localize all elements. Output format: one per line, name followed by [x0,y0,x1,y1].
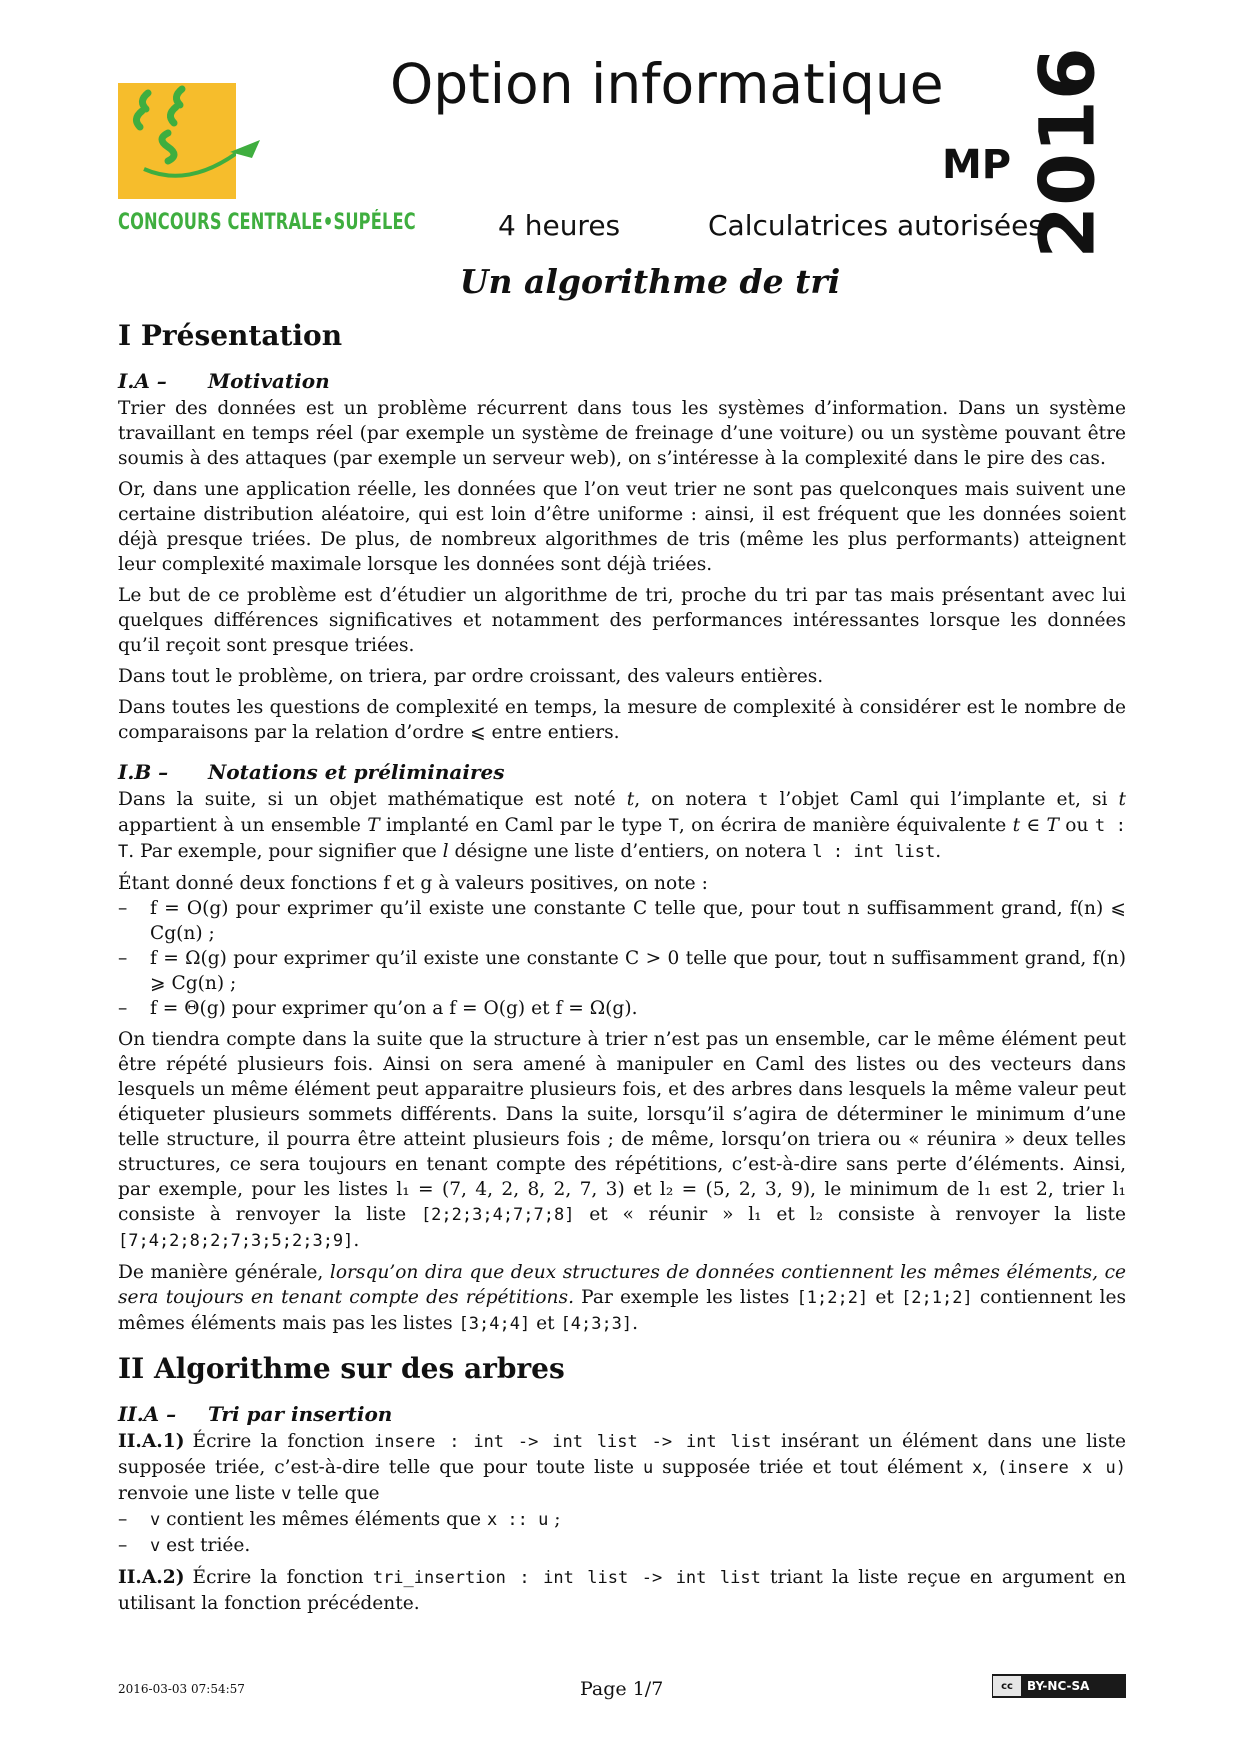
paragraph: Or, dans une application réelle, les données que l’on veut trier ne sont pas quelconques mais suivent une certaine distribution aléatoire, qui est loin d’être uniforme : ainsi, il est fréquent que les données soient déjà presque triées. De plus, de nombreux algorithmes de tris (même les plus performants) atteignent leur complexité maximale lorsque les données sont déjà triées. [118,479,1126,575]
question: II.A.1) Écrire la fonction insere : int -> int list -> int list insérant un élément dans une liste supposée triée, c’est-à-dire telle que pour toute liste u supposée triée et tout élément x, (insere x u) renvoie une liste v telle que [118,1431,1126,1504]
logo-square [118,83,236,199]
condition-list [118,1507,1126,1559]
paragraph: De manière générale, lorsqu’on dira que deux structures de données contiennent les mêmes éléments, ce sera toujours en tenant compte des répétitions. Par exemple les listes [1;2;2] et [2;1;2] contiennent les mêmes éléments mais pas les listes [3;4;4] et [4;3;3]. [118,1262,1127,1334]
list-item: – v contient les mêmes éléments que x :: u ; [118,1507,1126,1533]
paragraph: Le but de ce problème est d’étudier un algorithme de tri, proche du tri par tas mais présentant avec lui quelques différences significatives et notamment des performances intéressantes lorsque les données qu’il reçoit sont presque triées. [118,585,1126,656]
list-item: – f = O(g) pour exprimer qu’il existe une constante C telle que, pour tout n suffisamment grand, f(n) ⩽ Cg(n) ; [118,896,1126,946]
exam-title: Option informatique [390,52,944,116]
paragraph: Étant donné deux fonctions f et g à valeurs positives, on note : [118,873,708,894]
section-heading: I Présentation [118,319,343,352]
footer-timestamp: 2016-03-03 07:54:57 [118,1682,245,1696]
subsection-heading: I.A – Motivation [118,369,330,393]
subsection-heading: I.B – Notations et préliminaires [118,760,505,784]
definition-list [118,896,1126,1021]
question: II.A.2) Écrire la fonction tri_insertion : int list -> int list triant la liste reçue en argument en utilisant la fonction précédente. [118,1567,1126,1614]
logo-text: CONCOURS CENTRALE•SUPÉLEC [118,210,416,235]
paragraph: Trier des données est un problème récurrent dans tous les systèmes d’information. Dans un système travaillant en temps réel (par exemple un système de freinage d’une voiture) ou un système pouvant être soumis à des attaques (par exemple un serveur web), on s’intéresse à la complexité dans le pire des cas. [118,398,1126,469]
paragraph: On tiendra compte dans la suite que la structure à trier n’est pas un ensemble, car le même élément peut être répété plusieurs fois. Ainsi on sera amené à manipuler en Caml des listes ou des vecteurs dans lesquels un même élément peut apparaitre plusieurs fois, et des arbres dans lesquels la même valeur peut étiqueter plusieurs sommets différents. Dans la suite, lorsqu’il s’agira de déterminer le minimum d’une telle structure, il pourra être atteint plusieurs fois ; de même, lorsqu’on triera ou « réunira » deux telles structures, ce sera toujours en tenant compte des répétitions, c’est-à-dire sans perte d’éléments. Ainsi, par exemple, pour les listes l₁ = (7, 4, 2, 8, 2, 7, 3) et l₂ = (5, 2, 3, 9), le minimum de l₁ est 2, trier l₁ consiste à renvoyer la liste [2;2;3;4;7;7;8] et « réunir » l₁ et l₂ consiste à renvoyer la liste [7;4;2;8;2;7;3;5;2;3;9]. [118,1029,1126,1251]
license-label: BY-NC-SA [1027,1679,1090,1693]
logo-glyphs [118,83,236,199]
list-item: – f = Θ(g) pour exprimer qu’on a f = O(g) et f = Ω(g). [118,996,1126,1021]
subsection-heading: II.A – Tri par insertion [118,1402,393,1426]
calculators-label: Calculatrices autorisées [708,209,1043,242]
problem-subtitle: Un algorithme de tri [459,262,841,301]
cc-icon: cc [993,1676,1021,1696]
year-label: 2016 [1022,46,1112,259]
license-badge [992,1674,1126,1698]
paragraph: Dans toutes les questions de complexité en temps, la mesure de complexité à considérer est le nombre de comparaisons par la relation d’ordre ⩽ entre entiers. [118,697,1126,743]
list-item: – f = Ω(g) pour exprimer qu’il existe une constante C > 0 telle que pour, tout n suffisamment grand, f(n) ⩾ Cg(n) ; [118,946,1126,996]
logo-arrow-icon [230,138,266,162]
document-body [118,318,1126,1622]
page-number: Page 1/7 [580,1678,664,1700]
track-label: MP [942,142,1012,188]
section-heading: II Algorithme sur des arbres [118,1352,565,1385]
paragraph: Dans la suite, si un objet mathématique est noté t, on notera t l’objet Caml qui l’implante et, si t appartient à un ensemble T implanté en Caml par le type T, on écrira de manière équivalente t ∈ T ou t : T. Par exemple, pour signifier que l désigne une liste d’entiers, on notera l : int list. [118,789,1126,862]
paragraph: Dans tout le problème, on triera, par ordre croissant, des valeurs entières. [118,666,824,687]
list-item: – v est triée. [118,1533,1126,1559]
duration-label: 4 heures [498,209,621,242]
